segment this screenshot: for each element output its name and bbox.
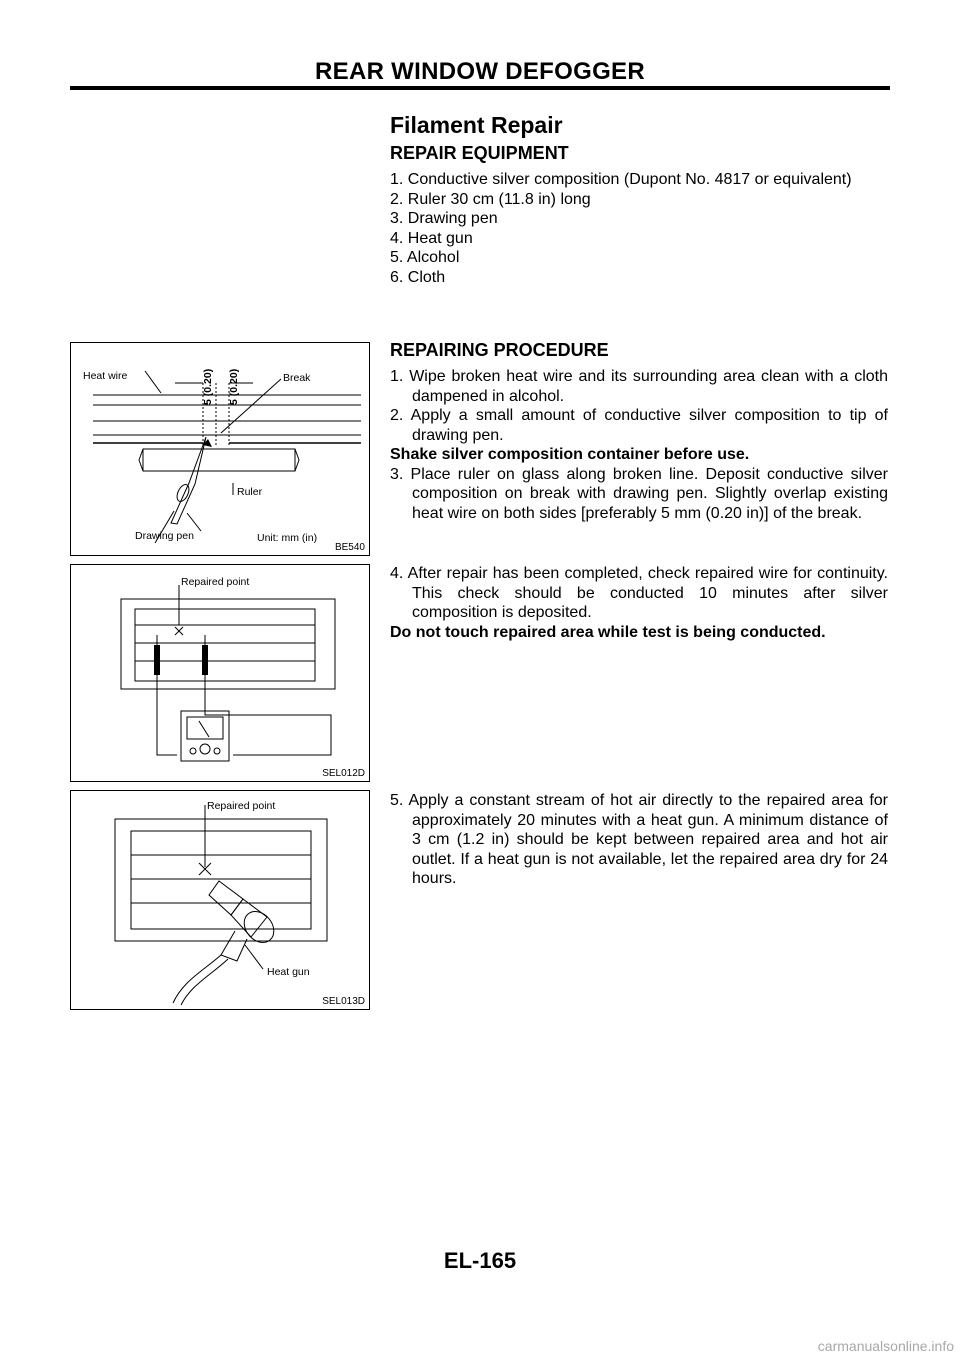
label-dimension-1: 5 (0.20)	[202, 368, 214, 405]
label-ruler: Ruler	[237, 486, 263, 498]
heat-gun-illustration	[71, 791, 369, 1009]
procedure-step: 4. After repair has been completed, check repaired wire for continuity. This check should be conducted 10 minutes after silver composition is deposited.	[390, 565, 888, 621]
procedure-continuity	[390, 564, 888, 642]
continuity-check-illustration	[71, 565, 369, 781]
figure-code: BE540	[334, 542, 365, 553]
label-break: Break	[283, 372, 311, 384]
list-item: 3. Drawing pen	[390, 210, 498, 227]
label-drawing-pen: Drawing pen	[135, 530, 194, 542]
list-item: 2. Ruler 30 cm (11.8 in) long	[390, 190, 591, 208]
equipment-heading: REPAIR EQUIPMENT	[390, 143, 569, 163]
procedure-steps-b	[390, 465, 888, 524]
equipment-list	[390, 170, 888, 287]
list-item: 1. Conductive silver composition (Dupont No. 4817 or equivalent)	[390, 171, 852, 188]
procedure-step: 3. Place ruler on glass along broken line. Deposit conductive silver composition on break with drawing pen. Slightly overlap existing heat wire on both sides [preferably 5 mm (0.20 in)] of the break.	[390, 465, 888, 522]
figure-repair-drawing	[70, 342, 370, 556]
equipment-section	[390, 143, 888, 287]
procedure-heading: REPAIRING PROCEDURE	[390, 340, 609, 360]
procedure-steps-a	[390, 367, 888, 445]
procedure-section	[390, 340, 888, 523]
list-item: 4. Heat gun	[390, 229, 473, 247]
procedure-step: 5. Apply a constant stream of hot air directly to the repaired area for approximately 20 minutes with a heat gun. A minimum distance of 3 cm (1.2 in) should be kept between repaired area and hot air outlet. If a heat gun is not available, let the repaired area dry for 24 hours.	[390, 792, 888, 887]
label-unit: Unit: mm (in)	[257, 532, 318, 544]
list-item: 5. Alcohol	[390, 249, 460, 266]
list-item: 6. Cloth	[390, 268, 446, 286]
procedure-drying	[390, 791, 888, 889]
section-title: Filament Repair	[390, 112, 563, 138]
figure-continuity-check	[70, 564, 370, 782]
procedure-steps-d	[390, 791, 888, 889]
repair-drawing-illustration	[71, 343, 369, 555]
figure-code: SEL013D	[322, 996, 365, 1007]
procedure-step: 2. Apply a small amount of conductive silver composition to tip of drawing pen.	[390, 407, 888, 444]
page-number: EL-165	[443, 1248, 517, 1273]
figure-code: SEL012D	[322, 768, 365, 779]
label-dimension-2: 5 (0.20)	[228, 368, 240, 405]
label-heat-gun: Heat gun	[267, 966, 310, 978]
figure-heat-gun	[70, 790, 370, 1010]
label-repaired-point: Repaired point	[207, 800, 276, 812]
page-header-title: REAR WINDOW DEFOGGER	[315, 58, 645, 85]
note-do-not-touch: Do not touch repaired area while test is being conducted.	[390, 623, 826, 641]
label-repaired-point: Repaired point	[181, 576, 250, 588]
header-rule	[70, 86, 890, 90]
watermark: carmanualsonline.info	[817, 1338, 954, 1354]
procedure-step: 1. Wipe broken heat wire and its surrounding area clean with a cloth dampened in alcohol.	[390, 368, 888, 405]
procedure-steps-c	[390, 564, 888, 623]
note-shake: Shake silver composition container before use.	[390, 446, 750, 463]
label-heat-wire: Heat wire	[83, 370, 128, 382]
